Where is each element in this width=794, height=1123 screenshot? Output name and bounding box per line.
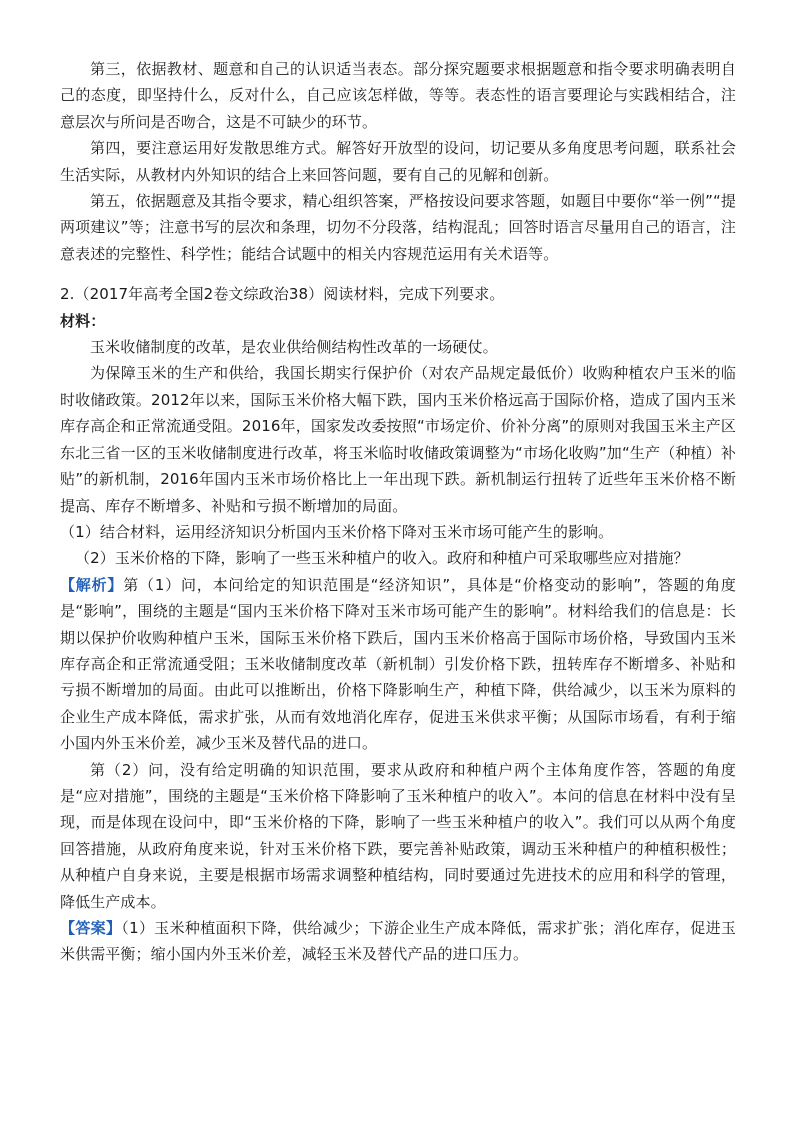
analysis-tag: 【解析】	[60, 575, 124, 594]
paragraph-third-point: 第三，依据教材、题意和自己的认识适当表态。部分探究题要求根据题意和指令要求明确表明自己的态度，即坚持什么，反对什么，自己应该怎样做，等等。表态性的语言要理论与实践相结合，注意层次与所问是否吻合，这是不可缺少的环节。	[60, 60, 736, 131]
answer-text-1: （1）玉米种植面积下降，供给减少；下游企业生产成本降低，需求扩张；消化库存，促进玉米供需平衡；缩小国内外玉米价差，减轻玉米及替代产品的进口压力。	[60, 919, 736, 964]
analysis-paragraph-1	[60, 572, 736, 757]
spacer	[60, 267, 736, 281]
sub-question-2: （2）玉米价格的下降，影响了一些玉米种植户的收入。政府和种植户可采取哪些应对措施？	[75, 549, 689, 568]
answer-tag: 【答案】	[60, 919, 122, 937]
paragraph-fourth-point: 第四，要注意运用好发散思维方式。解答好开放型的设问，切记要从多角度思考问题，联系社会生活实际，从教材内外知识的结合上来回答问题，要有自己的见解和创新。	[60, 139, 736, 184]
material-paragraph-2: 为保障玉米的生产和供给，我国长期实行保护价（对农产品规定最低价）收购种植农户玉米的临时收储政策。2012年以来，国际玉米价格大幅下跌，国内玉米价格远高于国际价格，造成了国内玉米库存高企和正常流通受阻。2016年，国家发改委按照“市场定价、价补分离”的原则对我国玉米主产区东北三省一区的玉米收储制度进行改革，将玉米临时收储政策调整为“市场化收购”加“生产（种植）补贴”的新机制，2016年国内玉米市场价格比上一年出现下跌。新机制运行扭转了近些年玉米价格不断提高、库存不断增多、补贴和亏损不断增加的局面。	[60, 364, 736, 515]
sub-question-1: （1）结合材料，运用经济知识分析国内玉米价格下降对玉米市场可能产生的影响。	[60, 522, 614, 541]
question-heading: 2.（2017年高考全国2卷文综政治38）阅读材料，完成下列要求。	[60, 285, 505, 304]
material-paragraph-1: 玉米收储制度的改革，是农业供给侧结构性改革的一场硬仗。	[90, 338, 498, 357]
analysis-paragraph-2: 第（2）问，没有给定明确的知识范围，要求从政府和种植户两个主体角度作答，答题的角度是“应对措施”，围绕的主题是“玉米价格下降影响了玉米种植户的收入”。本问的信息在材料中没有呈现，而是体现在设问中，即“玉米价格的下降，影响了一些玉米种植户的收入”。我们可以从两个角度回答措施，从政府角度来说，针对玉米价格下跌，要完善补贴政策，调动玉米种植户的种植积极性；从种植户自身来说，主要是根据市场需求调整种植结构，同时要通过先进技术的应用和科学的管理，降低生产成本。	[60, 760, 736, 911]
answer-paragraph	[60, 915, 736, 968]
paragraph-fifth-point: 第五，依据题意及其指令要求，精心组织答案，严格按设问要求答题，如题目中要你“举一例”“提两项建议”等；注意书写的层次和条理，切勿不分段落，结构混乱；回答时语言尽量用自己的语言，注意表述的完整性、科学性；能结合试题中的相关内容规范运用有关术语等。	[60, 192, 736, 263]
analysis-text-1: 第（1）问，本问给定的知识范围是“经济知识”，具体是“价格变动的影响”，答题的角度是“影响”，围绕的主题是“国内玉米价格下降对玉米市场可能产生的影响”。材料给我们的信息是：长期以保护价收购种植户玉米，国际玉米价格下跌后，国内玉米价格高于国际市场价格，导致国内玉米库存高企和正常流通受阻；玉米收储制度改革（新机制）引发价格下跌，扭转库存不断增多、补贴和亏损不断增加的局面。由此可以推断出，价格下降影响生产，种植下降，供给减少，以玉米为原料的企业生产成本降低，需求扩张，从而有效地消化库存，促进玉米供求平衡；从国际市场看，有利于缩小国内外玉米价差，减少玉米及替代品的进口。	[60, 575, 737, 753]
document-page	[60, 56, 736, 968]
material-label: 材料：	[60, 311, 106, 330]
